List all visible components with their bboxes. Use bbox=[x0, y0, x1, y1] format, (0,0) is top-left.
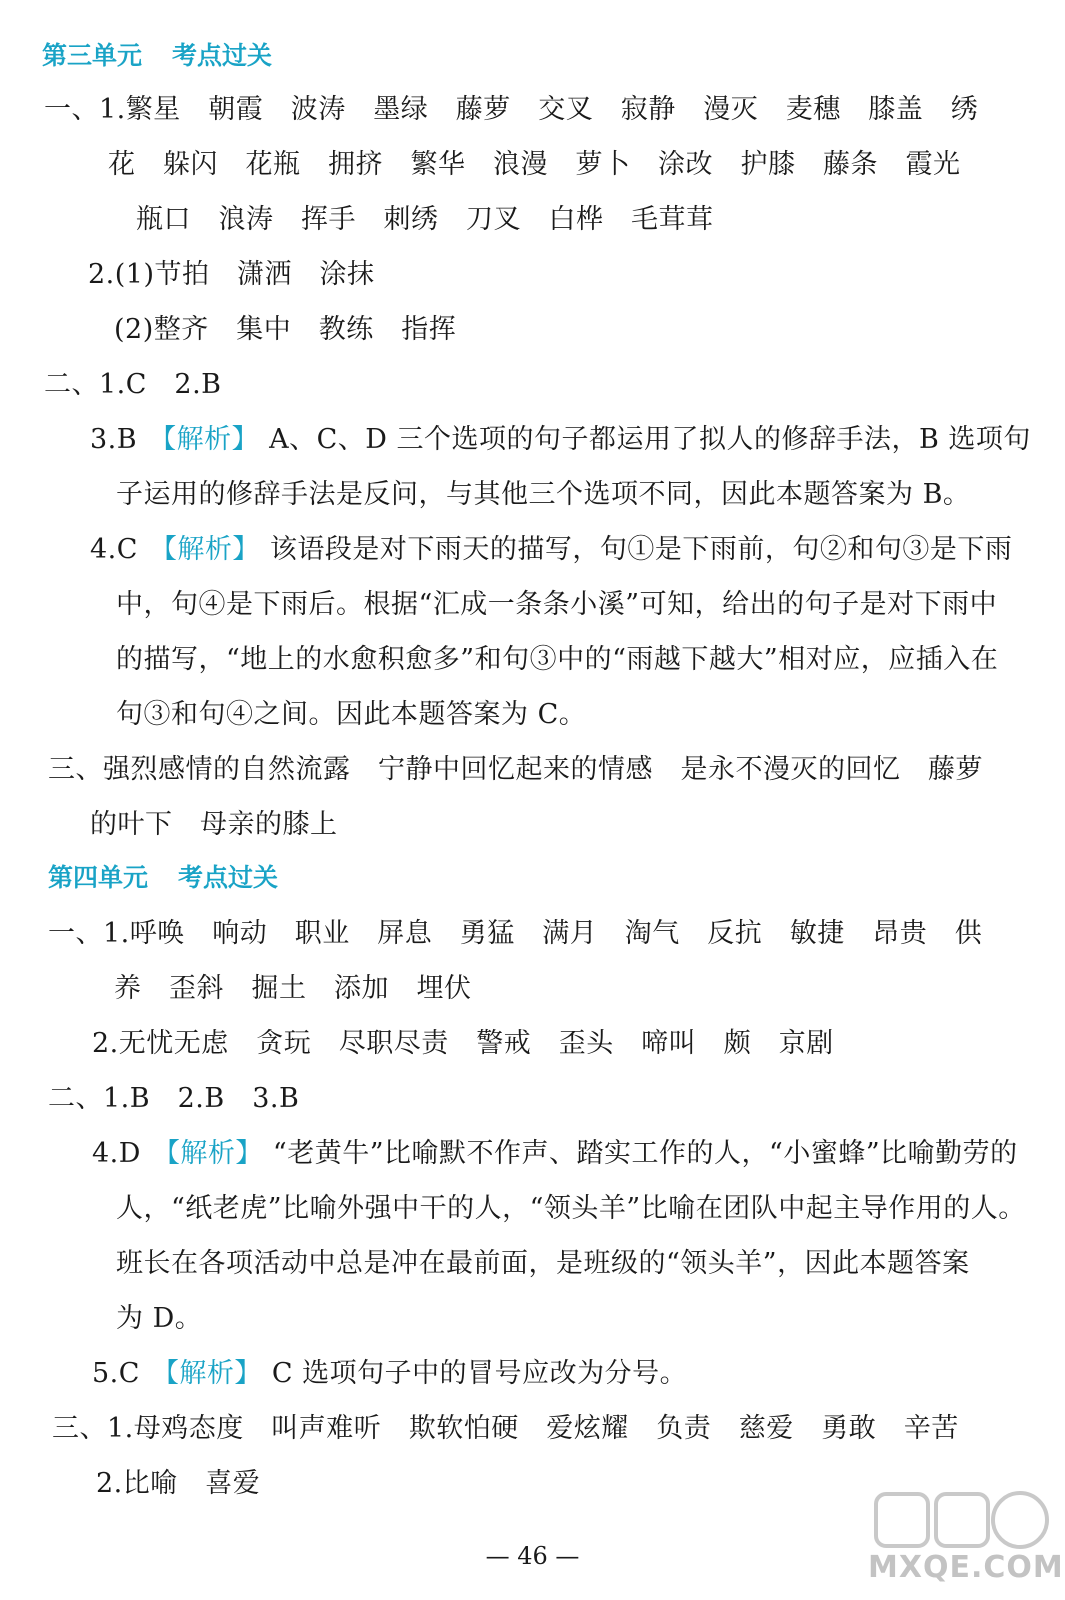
unit4-q4-line4: 为 D。 bbox=[116, 1303, 203, 1334]
unit4-s1-2: 2.无忧无虑 贪玩 尽职尽责 警戒 歪头 啼叫 颇 京剧 bbox=[92, 1028, 834, 1059]
unit4-s2-line1: 二、1.B 2.B 3.B bbox=[48, 1083, 300, 1114]
unit3-q4-line1 bbox=[90, 530, 1012, 570]
unit3-q3-line2: 子运用的修辞手法是反问，与其他三个选项不同，因此本题答案为 B。 bbox=[116, 479, 971, 510]
unit4-q4-line2: 人，“纸老虎”比喻外强中干的人，“领头羊”比喻在团队中起主导作用的人。 bbox=[116, 1193, 1026, 1224]
watermark-text: MXQE.COM bbox=[868, 1550, 1064, 1585]
unit3-s1-2a: 2.(1)节拍 潇洒 涂抹 bbox=[88, 259, 375, 290]
unit3-s1-2b: (2)整齐 集中 教练 指挥 bbox=[114, 314, 457, 345]
unit4-q5-number: 5.C bbox=[92, 1358, 140, 1389]
unit4-q5-text1: C 选项句子中的冒号应改为分号。 bbox=[271, 1358, 688, 1389]
watermark-logo-icon bbox=[868, 1488, 1058, 1552]
unit3-s3-line2: 的叶下 母亲的膝上 bbox=[90, 809, 338, 840]
page-number: — 46 — bbox=[485, 1542, 580, 1570]
unit4-s3-line1: 三、1.母鸡态度 叫声难听 欺软怕硬 爱炫耀 负责 慈爱 勇敢 辛苦 bbox=[52, 1413, 959, 1444]
unit3-q4-line4: 句③和句④之间。因此本题答案为 C。 bbox=[116, 699, 587, 730]
unit3-q4-text1: 该语段是对下雨天的描写，句①是下雨前，句②和句③是下雨 bbox=[269, 534, 1013, 565]
unit3-s1-line2: 花 躲闪 花瓶 拥挤 繁华 浪漫 萝卜 涂改 护膝 藤条 霞光 bbox=[108, 149, 961, 180]
unit4-q4-text1: “老黄牛”比喻默不作声、踏实工作的人，“小蜜蜂”比喻勤劳的 bbox=[272, 1138, 1018, 1169]
unit3-q3-text1: A、C、D 三个选项的句子都运用了拟人的修辞手法，B 选项句 bbox=[269, 424, 1031, 455]
unit3-heading bbox=[42, 38, 272, 74]
unit3-q3-line1 bbox=[90, 420, 1031, 460]
unit4-q4-line3: 班长在各项活动中总是冲在最前面，是班级的“领头羊”，因此本题答案 bbox=[116, 1248, 970, 1279]
unit4-s3-line2: 2.比喻 喜爱 bbox=[96, 1468, 261, 1499]
unit4-s1-line2: 养 歪斜 掘土 添加 埋伏 bbox=[114, 973, 472, 1004]
unit4-s1-line1: 一、1.呼唤 响动 职业 屏息 勇猛 满月 淘气 反抗 敏捷 昂贵 供 bbox=[48, 918, 983, 949]
unit3-q4-number: 4.C bbox=[90, 534, 138, 565]
unit4-q5-line1 bbox=[92, 1354, 687, 1394]
jiexi-label: 【解析】 bbox=[149, 534, 260, 565]
unit4-heading bbox=[48, 860, 278, 896]
unit4-heading-sub: 考点过关 bbox=[178, 863, 279, 892]
unit3-q4-line3: 的描写，“地上的水愈积愈多”和句③中的“雨越下越大”相对应，应插入在 bbox=[116, 644, 999, 675]
jiexi-label: 【解析】 bbox=[149, 424, 260, 455]
jiexi-label: 【解析】 bbox=[152, 1138, 263, 1169]
unit3-s3-line1: 三、强烈感情的自然流露 宁静中回忆起来的情感 是永不漫灭的回忆 藤萝 bbox=[48, 754, 983, 785]
jiexi-label: 【解析】 bbox=[151, 1358, 262, 1389]
unit3-heading-sub: 考点过关 bbox=[172, 41, 273, 70]
unit3-q3-number: 3.B bbox=[90, 424, 138, 455]
watermark-logo bbox=[868, 1488, 1064, 1593]
unit4-q4-number: 4.D bbox=[92, 1138, 141, 1169]
unit3-s1-line3: 瓶口 浪涛 挥手 刺绣 刀叉 白桦 毛茸茸 bbox=[136, 204, 714, 235]
unit3-q4-line2: 中，句④是下雨后。根据“汇成一条条小溪”可知，给出的句子是对下雨中 bbox=[116, 589, 998, 620]
unit3-s1-line1: 一、1.繁星 朝霞 波涛 墨绿 藤萝 交叉 寂静 漫灭 麦穗 膝盖 绣 bbox=[44, 94, 979, 125]
unit3-heading-title: 第三单元 bbox=[42, 41, 143, 70]
unit4-heading-title: 第四单元 bbox=[48, 863, 149, 892]
unit4-q4-line1 bbox=[92, 1134, 1018, 1174]
unit3-s2-line1: 二、1.C 2.B bbox=[44, 369, 222, 400]
